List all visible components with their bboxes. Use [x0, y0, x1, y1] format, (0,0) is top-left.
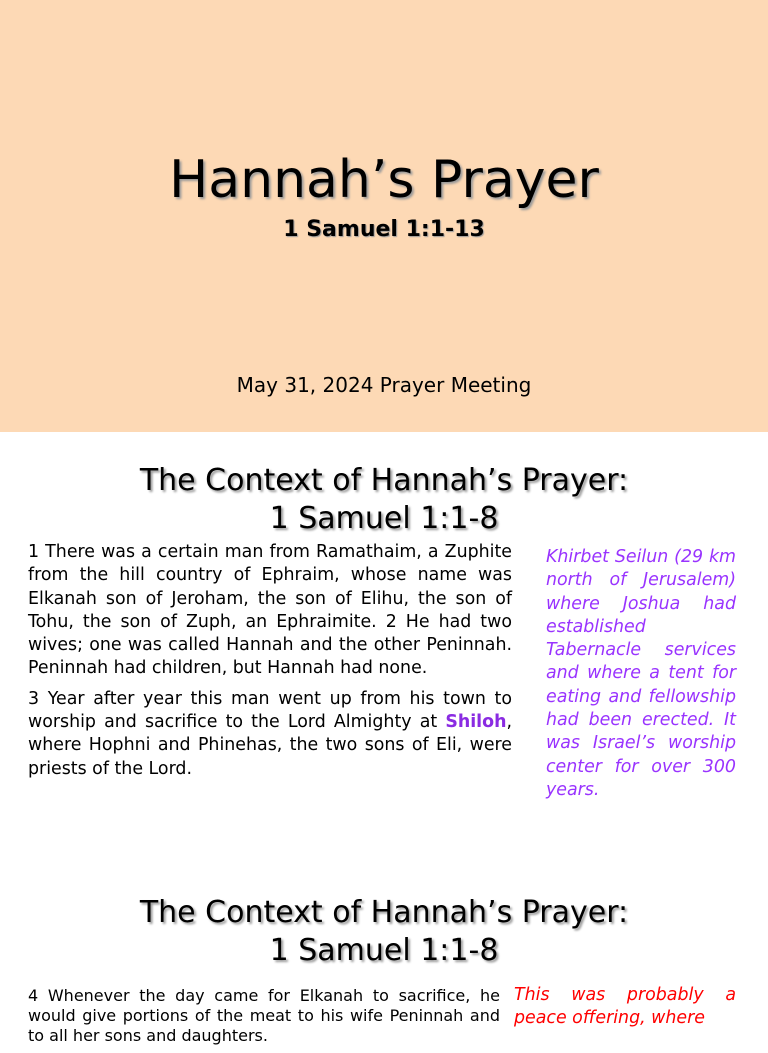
- scripture-text: [28, 986, 500, 1053]
- title-slide: [0, 0, 768, 432]
- verse-paragraph-4: 4 Whenever the day came for Elkanah to sacrifice, he would give portions of the meat to his wife Peninnah and to all her sons and daughters.: [28, 986, 500, 1045]
- context-slide-2: [0, 864, 768, 1045]
- scripture-text: [28, 541, 512, 788]
- verse-text: 3 Year after year this man went up from his town to worship and sacrifice to the Lord Almighty at: [28, 688, 512, 733]
- slide-heading: [60, 894, 708, 970]
- date-line: May 31, 2024 Prayer Meeting: [236, 373, 532, 397]
- slide-subtitle: 1 Samuel 1:1-13: [283, 217, 485, 242]
- slide-heading: [60, 462, 708, 538]
- verse-text-continued: , where Hophni and Phinehas, the two sons of Eli, were priests of the Lord.: [28, 712, 512, 779]
- shiloh-highlight: Shiloh: [445, 712, 507, 733]
- verse-paragraph-2: [28, 688, 512, 781]
- verse-paragraph-1: 1 There was a certain man from Ramathaim, a Zuphite from the hill country of Ephraim, whose name was Elkanah son of Jeroham, the son of Elihu, the son of Tohu, the son of Zuph, an Ephraimite. 2 He had two wives; one was called Hannah and the other Peninnah. Peninnah had children, but Hannah had none.: [28, 542, 512, 679]
- slide-title: Hannah’s Prayer: [169, 150, 599, 210]
- context-slide-1: [0, 432, 768, 864]
- heading-line-2: 1 Samuel 1:1-8: [269, 933, 499, 968]
- side-note: Khirbet Seilun (29 km north of Jerusalem) where Joshua had established Tabernacle services and where a tent for eating and fellowship had been erected. It was Israel’s worship center for over 300 years.: [546, 547, 736, 800]
- heading-line-1: The Context of Hannah’s Prayer:: [139, 895, 629, 930]
- side-note: This was probably a peace offering, where: [514, 985, 736, 1029]
- heading-line-1: The Context of Hannah’s Prayer:: [139, 463, 629, 498]
- heading-line-2: 1 Samuel 1:1-8: [269, 501, 499, 536]
